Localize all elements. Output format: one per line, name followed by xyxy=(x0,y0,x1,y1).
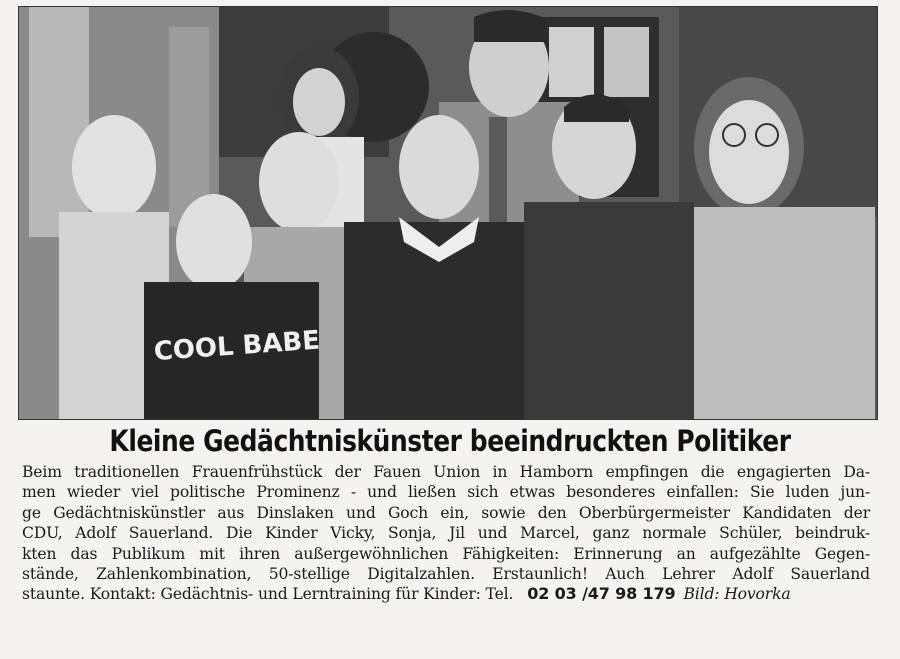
article-line: staunte. Kontakt: Gedächtnis- und Lerntraining für Kinder: Tel. xyxy=(22,585,514,604)
shirt-print-text: COOL BABE xyxy=(152,325,321,368)
headline: Kleine Gedächtniskünster beeindruckten Politiker xyxy=(109,424,791,458)
article-line: kten das Publikum mit ihren außergewöhnlichen Fähigkeiten: Erinnerung an aufgezählte Gegen- xyxy=(22,544,870,563)
newspaper-photo xyxy=(18,6,878,420)
photo-credit: Bild: Hovorka xyxy=(683,585,791,604)
article-line: stände, Zahlenkombination, 50-stellige Digitalzahlen. Erstaunlich! Auch Lehrer Adolf Sauerland xyxy=(22,564,870,583)
article-body xyxy=(22,462,870,605)
article-line: Beim traditionellen Frauenfrühstück der Fauen Union in Hamborn empfingen die engagierten Da- xyxy=(22,463,870,481)
article-line: ge Gedächtniskünstler aus Dinslaken und Goch ein, sowie den Oberbürgermeister Kandidaten der xyxy=(22,503,870,522)
article-line: men wieder viel politische Prominenz - und ließen sich etwas besonderes einfallen: Sie luden jun- xyxy=(22,483,870,502)
contact-phone: 02 03 /47 98 179 xyxy=(527,584,676,604)
article-last-line xyxy=(22,584,870,604)
article-line: CDU, Adolf Sauerland. Die Kinder Vicky, Sonja, Jil und Marcel, ganz normale Schüler, beindruk- xyxy=(22,524,870,543)
